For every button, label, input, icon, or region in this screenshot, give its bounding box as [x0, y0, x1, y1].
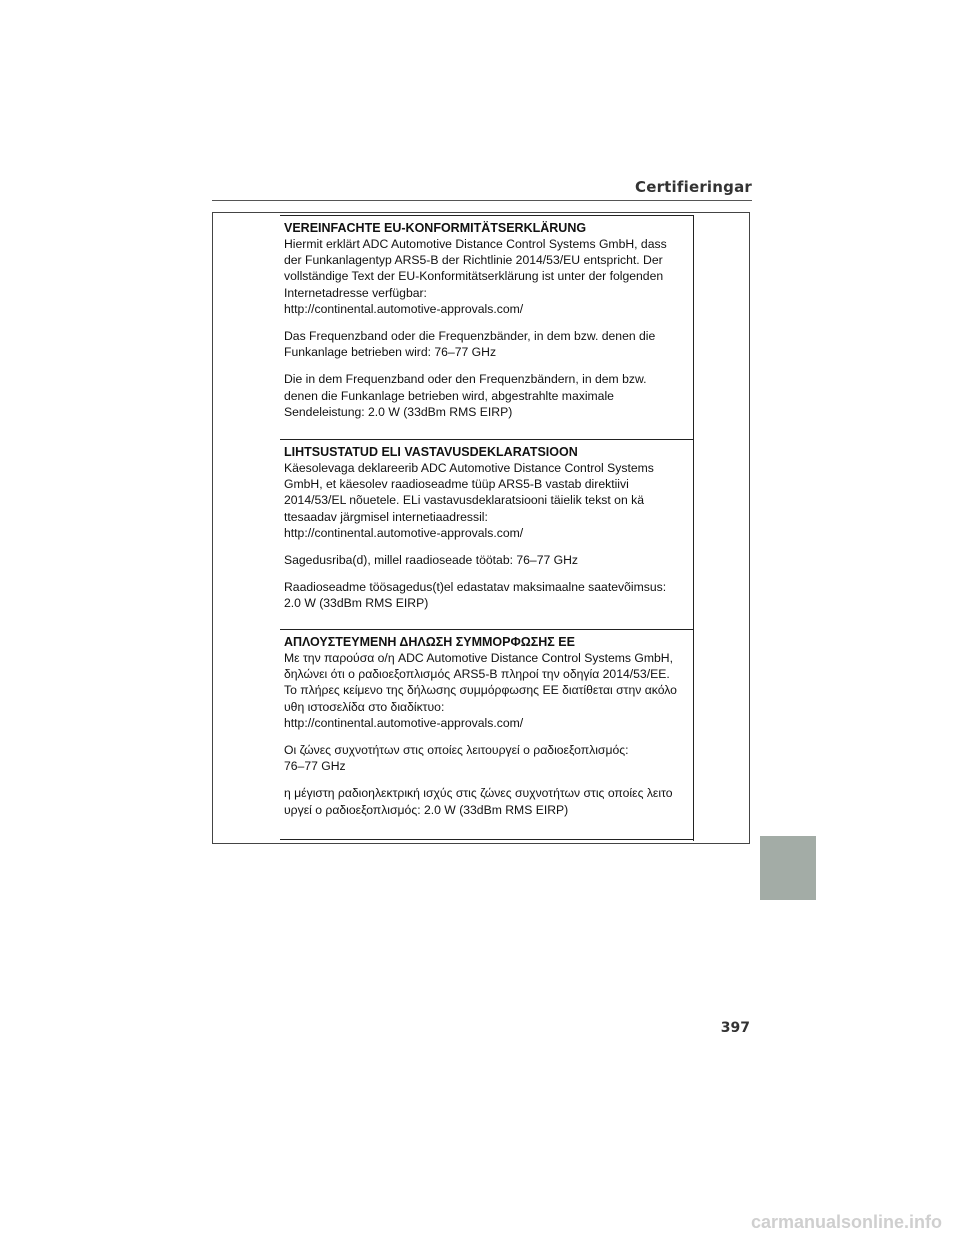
paragraph-gap	[284, 568, 694, 579]
declaration-text-line: Με την παρούσα ο/η ADC Automotive Distance Control Systems GmbH,	[284, 651, 673, 665]
declaration-scan	[280, 215, 694, 841]
paragraph-gap	[284, 360, 694, 371]
declaration-estonian	[280, 439, 694, 612]
declaration-text-line: der Funkanlagentyp ARS5-B der Richtlinie 2014/53/EU entspricht. Der	[284, 253, 663, 268]
declaration-german	[280, 215, 694, 420]
declaration-text-line: vollständige Text der EU-Konformitätserklärung ist unter der folgenden	[284, 269, 664, 284]
declaration-text-line: Internetadresse verfügbar:	[284, 285, 427, 300]
declaration-heading: VEREINFACHTE EU-KONFORMITÄTSERKLÄRUNG	[284, 221, 587, 235]
declaration-text-line: υργεί ο ραδιοεξοπλισμός: 2.0 W (33dBm RMS EIRP)	[284, 802, 569, 817]
paragraph-gap	[284, 541, 694, 552]
section-title: Certifieringar	[634, 178, 752, 196]
bottom-divider	[280, 839, 694, 840]
declaration-text-line: Käesolevaga deklareerib ADC Automotive Distance Control Systems	[284, 461, 654, 475]
declaration-text-line: 2014/53/EL nõuetele. ELi vastavusdeklaratsiooni täielik tekst on kä	[284, 493, 644, 508]
declaration-text-line: http://continental.automotive-approvals.com/	[284, 715, 524, 730]
declaration-text-line: δηλώνει ότι ο ραδιοεξοπλισμός ARS5-B πληροί την οδηγία 2014/53/ΕΕ.	[284, 667, 670, 682]
watermark-text: carmanualsonline.info	[750, 1212, 942, 1232]
declaration-text-line: http://continental.automotive-approvals.com/	[284, 525, 524, 540]
paragraph-gap	[284, 317, 694, 328]
declaration-text-line: Το πλήρες κείμενο της δήλωσης συμμόρφωσης ΕΕ διατίθεται στην ακόλο	[284, 683, 677, 698]
declaration-text-line: υθη ιστοσελίδα στο διαδίκτυο:	[284, 699, 445, 714]
declaration-heading: ΑΠΛΟΥΣΤΕΥΜΕΝΗ ΔΗΛΩΣΗ ΣΥΜΜΟΡΦΩΣΗΣ ΕΕ	[284, 635, 575, 649]
declaration-text-line: Das Frequenzband oder die Frequenzbänder, in dem bzw. denen die	[284, 329, 656, 344]
paragraph-gap	[284, 774, 694, 785]
declaration-text-line: GmbH, et käesolev raadioseadme tüüp ARS5-B vastab direktiivi	[284, 477, 629, 492]
declaration-text-line: 76–77 GHz	[284, 759, 346, 774]
chapter-tab	[760, 836, 816, 900]
declaration-greek	[280, 629, 694, 818]
declaration-text-line: Funkanlage betrieben wird: 76–77 GHz	[284, 345, 497, 360]
declaration-text-line: Hiermit erklärt ADC Automotive Distance Control Systems GmbH, dass	[284, 237, 667, 251]
declaration-text-line: Raadioseadme töösagedus(t)el edastatav maksimaalne saatevõimsus:	[284, 580, 667, 595]
declaration-text-line: Οι ζώνες συχνοτήτων στις οποίες λειτουργεί ο ραδιοεξοπλισμός:	[284, 743, 629, 758]
declaration-text-line: η μέγιστη ραδιοηλεκτρική ισχύς στις ζώνες συχνοτήτων στις οποίες λειτο	[284, 786, 673, 801]
page-number: 397	[720, 1020, 750, 1036]
paragraph-gap	[284, 731, 694, 742]
header-divider	[212, 200, 752, 201]
declaration-text-line: Die in dem Frequenzband oder den Frequenzbändern, in dem bzw.	[284, 372, 647, 387]
declaration-text-line: 2.0 W (33dBm RMS EIRP)	[284, 596, 429, 611]
declaration-text-line: http://continental.automotive-approvals.com/	[284, 301, 524, 316]
declaration-text-line: Sendeleistung: 2.0 W (33dBm RMS EIRP)	[284, 404, 513, 419]
declaration-text-line: ttesaadav järgmisel internetiaadressil:	[284, 509, 488, 524]
declaration-heading: LIHTSUSTATUD ELI VASTAVUSDEKLARATSIOON	[284, 445, 578, 459]
declaration-text-line: denen die Funkanlage betrieben wird, abgestrahlte maximale	[284, 388, 614, 403]
declaration-text-line: Sagedusriba(d), millel raadioseade töötab: 76–77 GHz	[284, 553, 579, 568]
